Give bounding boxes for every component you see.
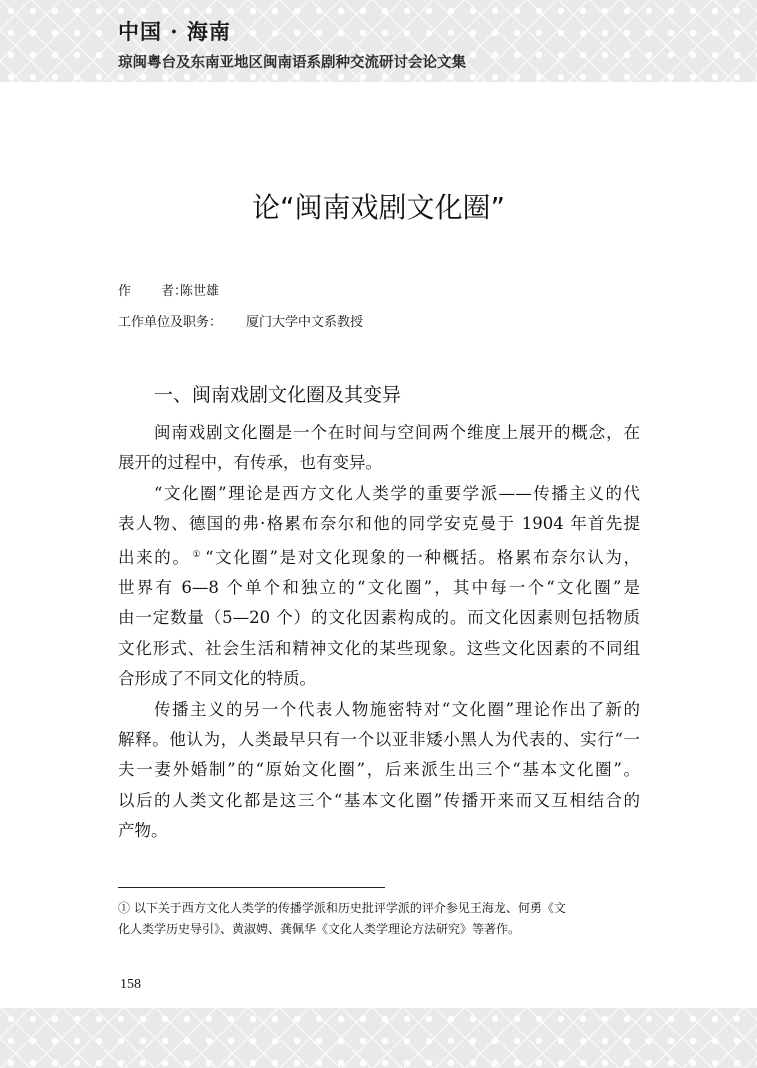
body-line: 合形成了不同文化的特质。 [118,669,316,689]
article-body [118,418,640,847]
author-label [118,280,188,299]
body-line: 解释。他认为，人类最早只有一个以亚非矮小黑人为代表的、实行“一 [118,730,640,750]
body-line: 文化形式、社会生活和精神文化的某些现象。这些文化因素的不同组 [118,638,640,658]
body-line: 夫一妻外婚制”的“原始文化圈”，后来派生出三个“基本文化圈”。 [118,760,640,780]
footnote-divider [118,887,385,888]
paragraph-3 [118,695,640,847]
footer-pattern-band [0,1008,757,1068]
author-label-a: 作 [118,284,132,299]
header-title: 中国 · 海南 [118,19,231,44]
body-line: 传播主义的另一个代表人物施密特对“文化圈”理论作出了新的 [154,699,640,719]
body-line: 世界有 6—8 个单个和独立的“文化圈”，其中每一个“文化圈”是 [118,578,640,598]
affiliation-value: 厦门大学中文系教授 [246,315,364,330]
header-subtitle: 琼闽粤台及东南亚地区闽南语系剧种交流研讨会论文集 [118,55,466,71]
body-line: 闽南戏剧文化圈是一个在时间与空间两个维度上展开的概念，在 [154,423,640,442]
author-line [118,280,219,299]
body-text: “文化圈”是对文化现象的一种概括。格累布奈尔认为， [205,547,640,567]
body-line: 由一定数量（5—20 个）的文化因素构成的。而文化因素则包括物质 [118,608,640,628]
body-line: “文化圈”理论是西方文化人类学的重要学派——传播主义的代 [154,483,640,503]
body-line [118,540,640,573]
footnote-line: ① 以下关于西方文化人类学的传播学派和历史批评学派的评介参见王海龙、何勇《文 [118,901,566,915]
section-heading: 一、闽南戏剧文化圈及其变异 [154,384,402,406]
footnote-marker: ① [192,549,203,560]
author-name: 陈世雄 [180,284,220,299]
footnote-line: 化人类学历史导引》、黄淑娉、龚佩华《文化人类学理论方法研究》等著作。 [118,922,521,936]
paragraph-2 [118,479,640,695]
body-line: 表人物、德国的弗·格累布奈尔和他的同学安克曼于 1904 年首先提 [118,514,640,534]
body-line: 产物。 [118,821,168,841]
body-line: 展开的过程中，有传承，也有变异。 [118,453,382,473]
body-line: 以后的人类文化都是这三个“基本文化圈”传播开来而又互相结合的 [118,790,640,810]
article-title: 论“闽南戏剧文化圈” [251,191,505,224]
affiliation-label: 工作单位及职务： [118,315,223,330]
body-text: 出来的。 [118,547,191,567]
affiliation-line [118,311,363,330]
paragraph-1 [118,418,640,479]
footnote [118,898,640,940]
page-number: 158 [120,977,141,992]
author-label-b: 者： [161,284,188,299]
